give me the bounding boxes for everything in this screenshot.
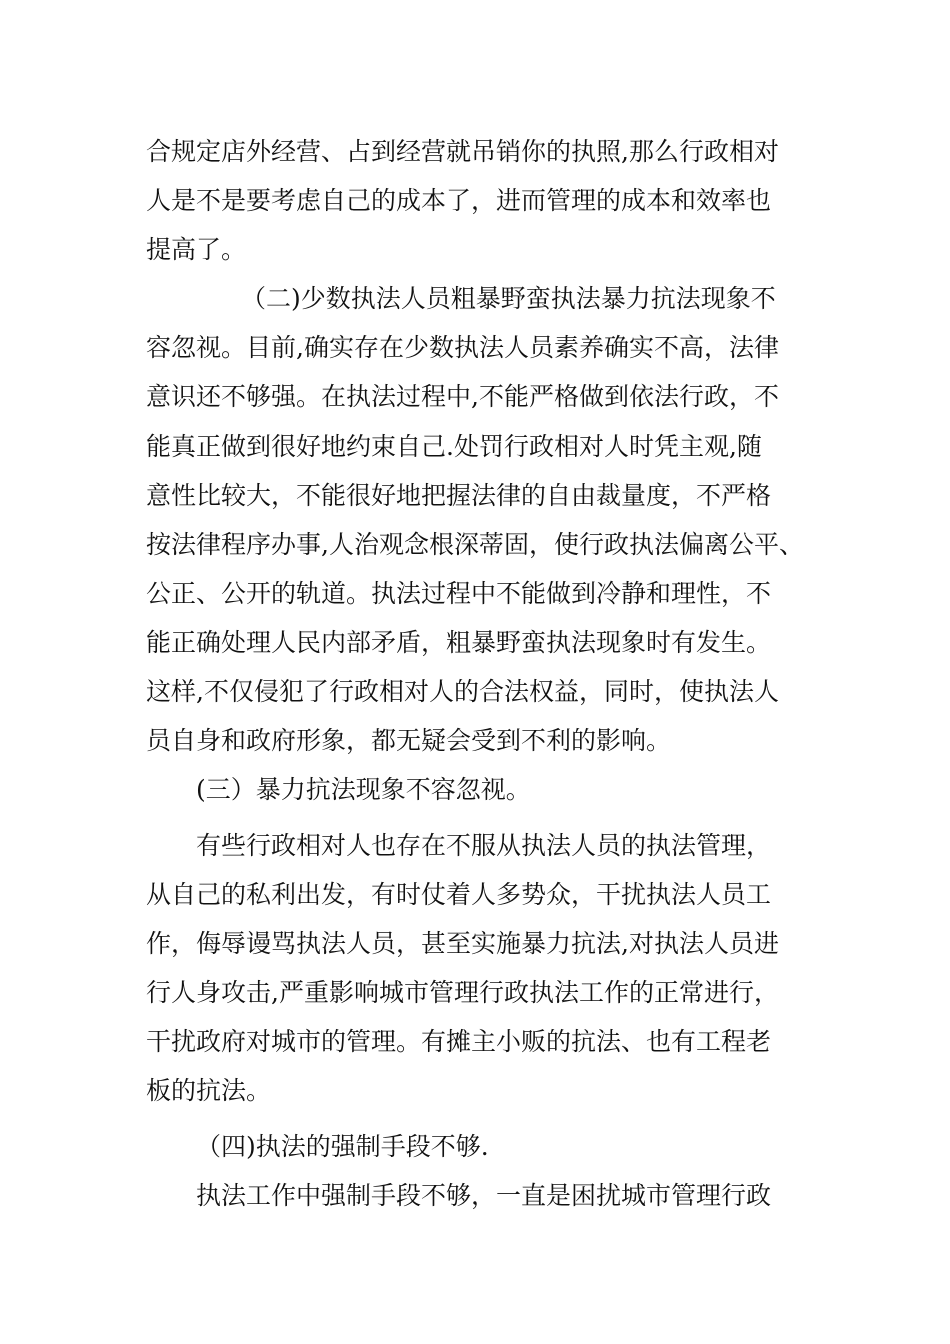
text-line: 人是不是要考虑自己的成本了，进而管理的成本和效率也 (146, 186, 772, 215)
text-line: 作，侮辱谩骂执法人员，甚至实施暴力抗法,对执法人员进 (146, 929, 779, 958)
text-line: 按法律程序办事,人治观念根深蒂固，使行政执法偏离公平、 (146, 530, 804, 559)
section-heading-4: （四)执法的强制手段不够. (196, 1132, 489, 1161)
text-line: 这样,不仅侵犯了行政相对人的合法权益，同时，使执法人 (146, 677, 779, 706)
text-line: 板的抗法。 (146, 1076, 272, 1105)
text-line: 能真正做到很好地约束自己.处罚行政相对人时凭主观,随 (146, 432, 762, 461)
text-line: 合规定店外经营、占到经营就吊销你的执照,那么行政相对 (146, 137, 779, 166)
section-heading-2: （二)少数执法人员粗暴野蛮执法暴力抗法现象不 (241, 284, 776, 313)
text-line: 有些行政相对人也存在不服从执法人员的执法管理， (196, 831, 772, 860)
text-line: 执法工作中强制手段不够，一直是困扰城市管理行政 (196, 1181, 772, 1210)
text-line: 从自己的私利出发，有时仗着人多势众，干扰执法人员工 (146, 880, 772, 909)
text-line: 意性比较大，不能很好地把握法律的自由裁量度，不严格 (146, 481, 772, 510)
text-line: 干扰政府对城市的管理。有摊主小贩的抗法、也有工程老 (146, 1027, 772, 1056)
text-line: 提高了。 (146, 235, 247, 264)
text-line: 意识还不够强。在执法过程中,不能严格做到依法行政，不 (146, 382, 779, 411)
text-line: 员自身和政府形象，都无疑会受到不利的影响。 (146, 726, 672, 755)
text-line: 行人身攻击,严重影响城市管理行政执法工作的正常进行， (146, 978, 779, 1007)
text-line: 公正、公开的轨道。执法过程中不能做到冷静和理性，不 (146, 579, 772, 608)
text-line: 能正确处理人民内部矛盾，粗暴野蛮执法现象时有发生。 (146, 628, 772, 657)
section-heading-3: (三）暴力抗法现象不容忽视。 (196, 775, 531, 804)
text-line: 容忽视。目前,确实存在少数执法人员素养确实不高，法律 (146, 333, 779, 362)
